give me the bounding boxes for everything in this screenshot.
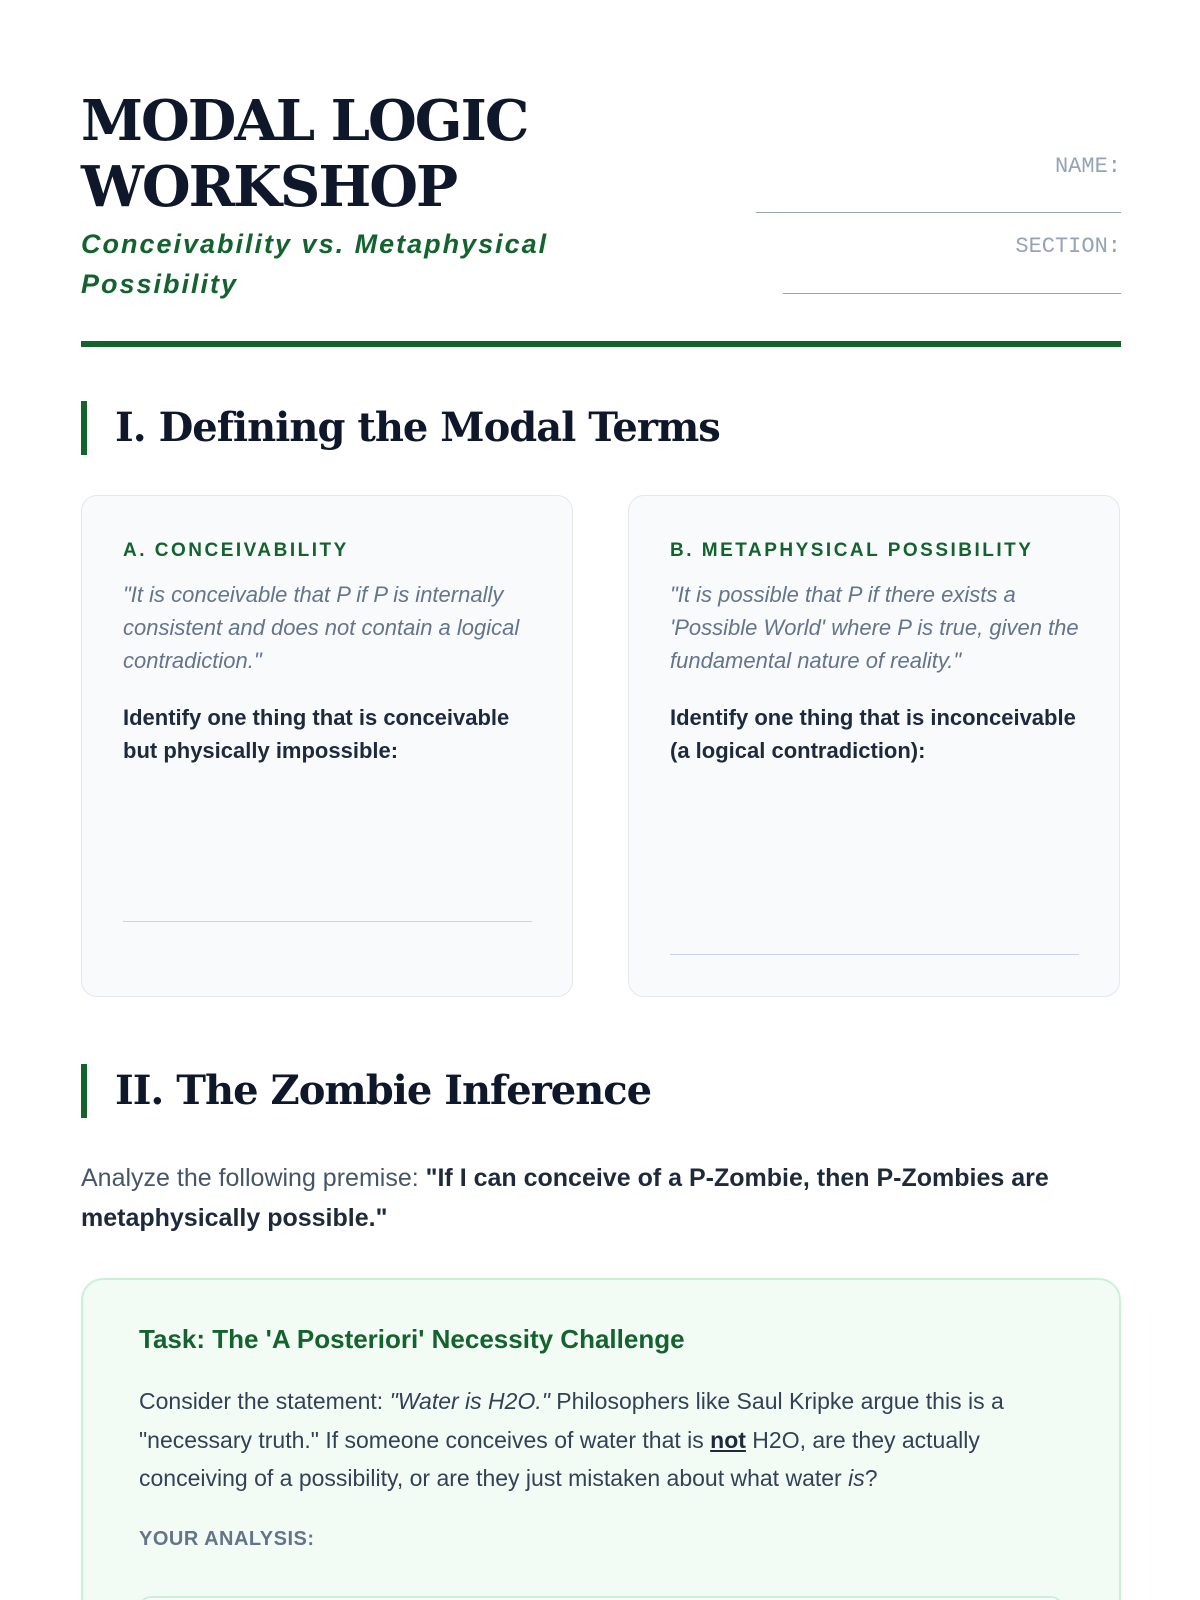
analysis-input[interactable]	[139, 1596, 1063, 1600]
card-prompt: Identify one thing that is conceivable but physically impossible:	[123, 705, 510, 763]
card-definition-quote: "It is possible that P if there exists a 'Possible World' where P is true, given the fundamental nature of reality."	[670, 582, 1079, 673]
task-body-part-1: Consider the statement:	[139, 1388, 384, 1414]
task-body-quote: "Water is H2O."	[389, 1388, 550, 1414]
page-subtitle: Conceivability vs. Metaphysical Possibility	[81, 229, 549, 299]
task-body	[139, 1382, 1063, 1498]
conceivability-answer-line[interactable]	[123, 921, 532, 922]
title-line-2: WORKSHOP	[81, 154, 457, 220]
card-label: A. CONCEIVABILITY	[123, 540, 349, 561]
task-box	[81, 1278, 1121, 1600]
task-title: Task: The 'A Posteriori' Necessity Challenge	[139, 1324, 685, 1354]
card-definition-quote: "It is conceivable that P if P is internally consistent and does not contain a logical contradiction."	[123, 582, 520, 673]
task-body-part-4: ?	[864, 1465, 878, 1491]
possibility-answer-line[interactable]	[670, 954, 1079, 955]
section-label: SECTION:	[1015, 234, 1121, 259]
card-prompt: Identify one thing that is inconceivable (a logical contradiction):	[670, 705, 1076, 763]
analysis-label: YOUR ANALYSIS:	[139, 1527, 315, 1550]
task-body-is: is	[848, 1465, 865, 1491]
task-body-part-3: H2O, are they actually conceiving of a possibility, or are they just mistaken about what water	[139, 1426, 980, 1491]
header-divider	[81, 341, 1121, 347]
task-body-not: not	[710, 1426, 746, 1453]
section-2-heading: II. The Zombie Inference	[81, 1064, 651, 1118]
worksheet-header	[81, 88, 1121, 348]
title-line-1: MODAL LOGIC	[81, 88, 528, 154]
name-label: NAME:	[1054, 154, 1121, 179]
premise-intro: Analyze the following premise:	[81, 1164, 419, 1192]
premise-paragraph	[81, 1158, 1121, 1238]
premise-quote: "If I can conceive of a P-Zombie, then P-Zombies are metaphysically possible."	[81, 1164, 1049, 1232]
name-field[interactable]	[756, 212, 1121, 213]
section-1-heading: I. Defining the Modal Terms	[81, 401, 720, 455]
card-label: B. METAPHYSICAL POSSIBILITY	[670, 540, 1034, 561]
task-body-part-2: Philosophers like Saul Kripke argue this is a "necessary truth." If someone conceives of water that is	[139, 1388, 1004, 1453]
page-title	[81, 88, 701, 220]
conceivability-card	[81, 495, 573, 997]
section-field[interactable]	[783, 293, 1121, 294]
metaphysical-possibility-card	[628, 495, 1120, 997]
